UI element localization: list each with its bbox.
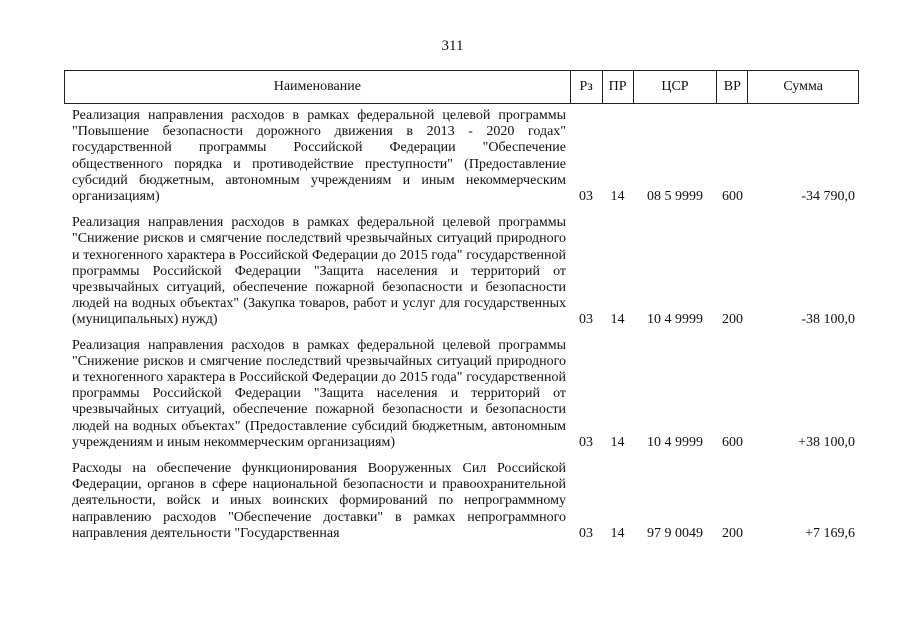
row-csr: 97 9 0049 bbox=[647, 525, 703, 541]
row-csr: 10 4 9999 bbox=[647, 434, 703, 450]
header-vr: ВР bbox=[716, 71, 747, 103]
row-name: Расходы на обеспечение функционирования Вооруженных Сил Российской Федерации, органов в сфере национальной безопасности и правоохранительной деятельности, войск и иных воинских формирований по непрограммному направлению расходов "Обеспечение доставки" в рамках непрограммного направления деятельности "Государственная bbox=[72, 461, 566, 541]
row-vr: 200 bbox=[722, 312, 743, 328]
row-rz: 03 bbox=[579, 525, 593, 541]
row-rz: 03 bbox=[579, 189, 593, 205]
row-pr: 14 bbox=[610, 189, 625, 205]
row-pr: 14 bbox=[610, 434, 625, 450]
row-pr: 14 bbox=[610, 312, 625, 328]
row-csr: 10 4 9999 bbox=[647, 312, 703, 328]
row-vr: 200 bbox=[722, 525, 743, 541]
row-sum: +38 100,0 bbox=[798, 434, 855, 450]
row-csr: 08 5 9999 bbox=[647, 189, 703, 205]
row-pr: 14 bbox=[610, 525, 625, 541]
header-name: Наименование bbox=[273, 79, 361, 94]
row-sum: -38 100,0 bbox=[801, 312, 855, 328]
table-header bbox=[64, 70, 859, 104]
row-vr: 600 bbox=[722, 434, 743, 450]
row-sum: -34 790,0 bbox=[801, 189, 855, 205]
row-rz: 03 bbox=[579, 434, 593, 450]
table-row bbox=[64, 215, 859, 328]
table-row bbox=[64, 461, 859, 542]
row-rz: 03 bbox=[579, 312, 593, 328]
header-csr: ЦСР bbox=[633, 71, 717, 103]
row-sum: +7 169,6 bbox=[805, 525, 855, 541]
row-name: Реализация направления расходов в рамках федеральной целевой программы "Снижение рисков и смягчение последствий чрезвычайных ситуаций природного и техногенного характера в Российской Федерации до 2015 года" государственной программы Российской Федерации "Защита населения и территорий от чрезвычайных ситуаций, обеспечение пожарной безопасности и безопасности людей на водных объектах" (Закупка товаров, работ и услуг для государственных (муниципальных) нужд) bbox=[72, 215, 566, 328]
row-name: Реализация направления расходов в рамках федеральной целевой программы "Снижение рисков и смягчение последствий чрезвычайных ситуаций природного и техногенного характера в Российской Федерации до 2015 года" государственной программы Российской Федерации "Защита населения и территорий от чрезвычайных ситуаций, обеспечение пожарной безопасности и безопасности людей на водных объектах" (Предоставление субсидий бюджетным, автономным учреждениям и иным некоммерческим организациям) bbox=[72, 337, 566, 450]
header-sum: Сумма bbox=[747, 71, 858, 103]
budget-table bbox=[64, 70, 859, 542]
page-number: 311 bbox=[441, 38, 464, 54]
row-vr: 600 bbox=[722, 189, 743, 205]
header-pr: ПР bbox=[602, 71, 633, 103]
row-name: Реализация направления расходов в рамках федеральной целевой программы "Повышение безопасности дорожного движения в 2013 - 2020 годах" государственной программы Российской Федерации "Обеспечение общественного порядка и противодействие преступности" (Предоставление субсидий бюджетным, автономным учреждениям и иным некоммерческим организациям) bbox=[72, 108, 566, 205]
table-row bbox=[64, 338, 859, 451]
table-row bbox=[64, 108, 859, 205]
header-rz: Рз bbox=[570, 71, 602, 103]
